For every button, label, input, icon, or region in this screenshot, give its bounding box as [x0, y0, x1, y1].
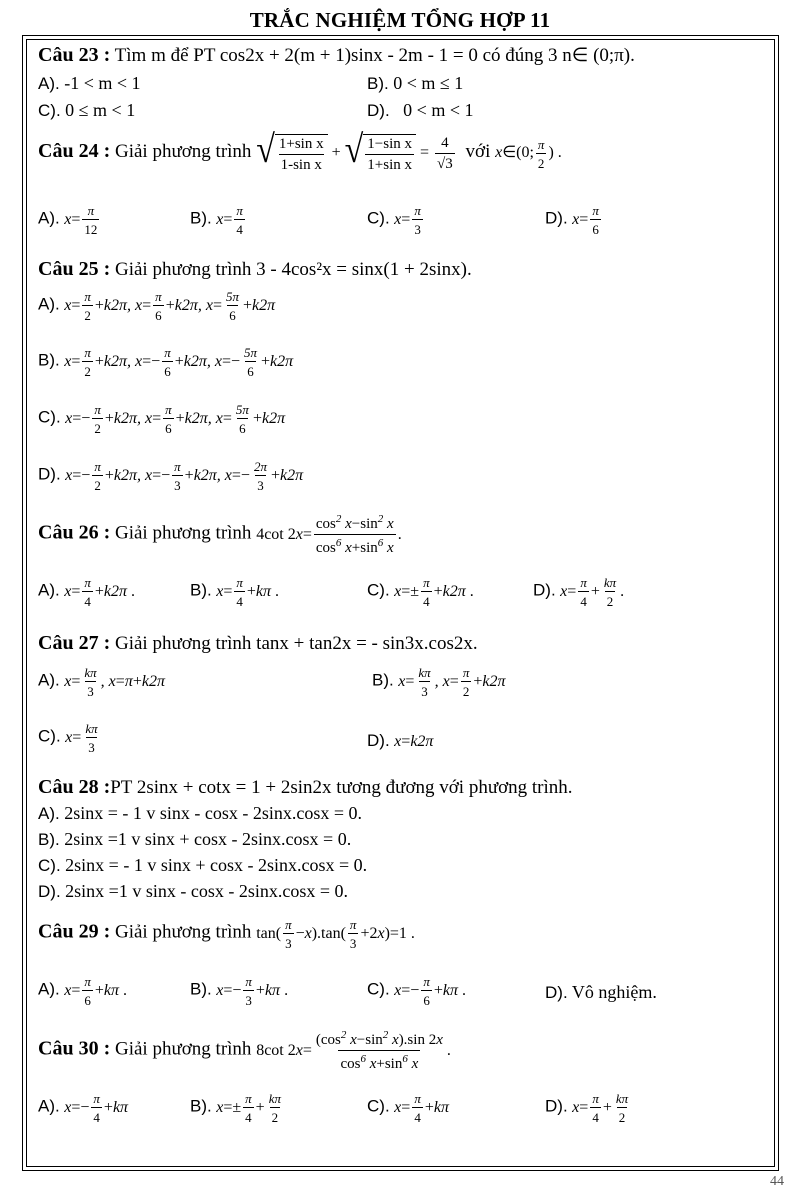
option-b[interactable]: B). x= $\frac{\pi}{2}$ +k2π, x=− $\frac{\pi}{6}$ +k2π, x=− $\frac{5\pi}{6}$ +k2π: [38, 345, 294, 379]
option-c[interactable]: C). x= $\frac{k\pi}{3}$: [38, 721, 98, 755]
option-b[interactable]: B). x=− $\frac{\pi}{3}$ +kπ .: [190, 974, 289, 1008]
option-d[interactable]: D). 2sinx =1 v sinx - cosx - 2sinx.cosx = 0.: [38, 881, 348, 901]
question-27: Câu 27 : Giải phương trình tanx + tan2x = - sin3x.cos2x.: [38, 632, 478, 654]
page-number: 44: [770, 1174, 784, 1189]
option-b[interactable]: B). 2sinx =1 v sinx + cosx - 2sinx.cosx = 0.: [38, 829, 352, 849]
option-c[interactable]: C). x= $\frac{\pi}{4}$ +kπ: [367, 1091, 449, 1125]
option-d[interactable]: D). x= $\frac{\pi}{6}$: [545, 203, 599, 237]
option-d[interactable]: D). 0 < m < 1: [367, 100, 474, 120]
option-c[interactable]: C). 2sinx = - 1 v sinx + cosx - 2sinx.cosx = 0.: [38, 855, 368, 875]
equation: √ $\frac{\text{1+sin x}}{\text{1-sin x}}$ + √ $\frac{\text{1−sin x}}{\text{1+sin x}}$ = $\frac{4}{√3}$: [256, 128, 453, 173]
option-c[interactable]: C). x=− $\frac{\pi}{2}$ +k2π, x= $\frac{\pi}{6}$ +k2π, x= $\frac{5\pi}{6}$ +k2π: [38, 402, 286, 436]
option-d[interactable]: D). Vô nghiệm.: [545, 982, 657, 1002]
option-a[interactable]: A). x= $\frac{\pi}{6}$ +kπ .: [38, 974, 128, 1008]
option-a[interactable]: A). x= $\frac{k\pi}{3}$ , x=π+k2π: [38, 665, 165, 699]
question-label: Câu 23 :: [38, 44, 111, 66]
option-d[interactable]: D). x=− $\frac{\pi}{2}$ +k2π, x=− $\frac{\pi}{3}$ +k2π, x=− $\frac{2\pi}{3}$ +k2π: [38, 459, 304, 493]
question-text: Tìm m để PT cos2x + 2(m + 1)sinx - 2m - 1 = 0 có đúng 3 n∈ (0;π).: [114, 45, 635, 66]
option-d[interactable]: D). x= $\frac{\pi}{4}$ + $\frac{k\pi}{2}$: [545, 1091, 629, 1125]
option-a[interactable]: A). x= $\frac{\pi}{12}$: [38, 203, 98, 237]
option-b[interactable]: B). x= $\frac{\pi}{4}$: [190, 203, 243, 237]
question-28: Câu 28 :PT 2sinx + cotx = 1 + 2sin2x tương đương với phương trình.: [38, 776, 573, 798]
question-29: Câu 29 : Giải phương trình tan( $\frac{\pi}{3}$ −x).tan( $\frac{\pi}{3}$ +2x)=1 .: [38, 917, 415, 951]
option-d[interactable]: D). x= $\frac{\pi}{4}$ + $\frac{k\pi}{2}$ .: [533, 575, 625, 609]
question-25: Câu 25 : Giải phương trình 3 - 4cos²x = sinx(1 + 2sinx).: [38, 258, 472, 280]
option-a[interactable]: A). x= $\frac{\pi}{4}$ +k2π .: [38, 575, 136, 609]
question-23: [38, 44, 635, 67]
option-b[interactable]: B). 0 < m ≤ 1: [367, 73, 464, 93]
option-c[interactable]: C). x=− $\frac{\pi}{6}$ +kπ .: [367, 974, 466, 1008]
option-d[interactable]: D). x=k2π: [367, 731, 434, 750]
option-a[interactable]: A). 2sinx = - 1 v sinx - cosx - 2sinx.cosx = 0.: [38, 803, 363, 823]
option-b[interactable]: B). x=± $\frac{\pi}{4}$ + $\frac{k\pi}{2}$: [190, 1091, 281, 1125]
page-title: TRẮC NGHIỆM TỔNG HỢP 11: [249, 8, 551, 32]
option-a[interactable]: A). -1 < m < 1: [38, 73, 141, 93]
question-24: Câu 24 : Giải phương trình √ $\frac{\text{1+sin x}}{\text{1-sin x}}$ + √ $\frac{\text{1−sin x}}{\text{1+sin x}}$ = $\frac{4}{√3}$ với x∈(0; $\frac{\pi}{2}$ ) .: [38, 128, 562, 173]
option-c[interactable]: C). x= $\frac{\pi}{3}$: [367, 203, 421, 237]
question-30: Câu 30 : Giải phương trình 8cot 2x= $\frac{(\cos^2 x-\sin^2 x).\sin 2x}{\cos^6 x+\sin^6 x}$ .: [38, 1029, 451, 1072]
option-a[interactable]: A). x= $\frac{\pi}{2}$ +k2π, x= $\frac{\pi}{6}$ +k2π, x= $\frac{5\pi}{6}$ +k2π: [38, 289, 276, 323]
option-b[interactable]: B). x= $\frac{\pi}{4}$ +kπ .: [190, 575, 280, 609]
option-b[interactable]: B). x= $\frac{k\pi}{3}$ , x= $\frac{\pi}{2}$ +k2π: [372, 665, 506, 699]
option-c[interactable]: C). x=± $\frac{\pi}{4}$ +k2π .: [367, 575, 474, 609]
option-a[interactable]: A). x=− $\frac{\pi}{4}$ +kπ: [38, 1091, 129, 1125]
question-26: Câu 26 : Giải phương trình 4cot 2x= $\frac{\cos^2 x-\sin^2 x}{\cos^6 x+\sin^6 x}$ .: [38, 513, 402, 556]
option-c[interactable]: C). 0 ≤ m < 1: [38, 100, 136, 120]
